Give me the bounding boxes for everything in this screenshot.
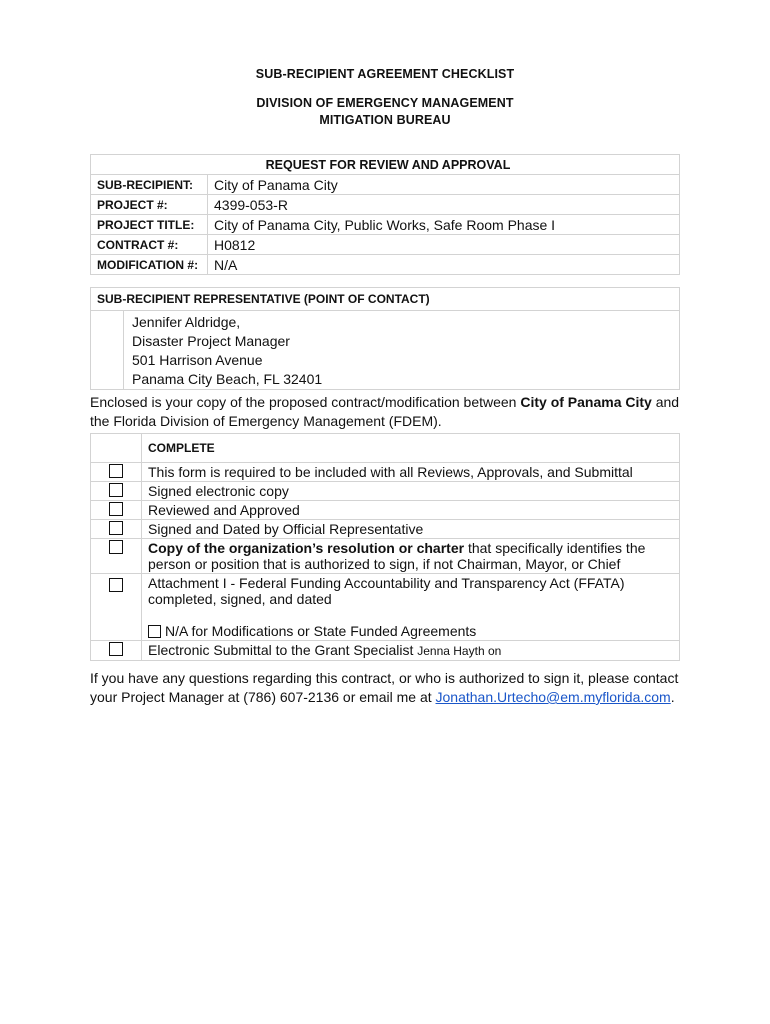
review-table — [90, 154, 680, 275]
checkbox-electronic-submittal[interactable] — [109, 642, 123, 656]
checklist-item: This form is required to be included with all Reviews, Approvals, and Submittal — [142, 463, 680, 482]
checkbox-reviewed-approved[interactable] — [109, 502, 123, 516]
project-title-label: PROJECT TITLE: — [91, 215, 208, 235]
contract-number-label: CONTRACT #: — [91, 235, 208, 255]
footer-paragraph: If you have any questions regarding this contract, or who is authorized to sign it, please contact your Project Manager at (786) 607-2136 or email me at Jonathan.Urtecho@em.myflorida.com. — [90, 670, 679, 705]
checklist-table — [90, 433, 680, 661]
table-row — [91, 235, 680, 255]
contact-position: Disaster Project Manager — [132, 333, 290, 349]
checkbox-form-required[interactable] — [109, 464, 123, 478]
checklist-item: Reviewed and Approved — [142, 501, 680, 520]
party-name: City of Panama City — [520, 394, 652, 410]
bureau-name: MITIGATION BUREAU — [319, 113, 451, 127]
sub-recipient-label: SUB-RECIPIENT: — [91, 175, 208, 195]
checklist-item: Electronic Submittal to the Grant Specialist Jenna Hayth on — [142, 641, 680, 661]
contact-address — [124, 311, 680, 390]
table-row — [91, 255, 680, 275]
checklist-item: Signed and Dated by Official Representative — [142, 520, 680, 539]
modification-number-value: N/A — [208, 255, 680, 275]
project-title-value: City of Panama City, Public Works, Safe Room Phase I — [208, 215, 680, 235]
table-row — [91, 215, 680, 235]
table-row — [91, 641, 680, 661]
checklist-item: Signed electronic copy — [142, 482, 680, 501]
blank-cell — [91, 434, 142, 463]
blank-cell — [91, 311, 124, 390]
checklist-item: Attachment I - Federal Funding Accountability and Transparency Act (FFATA) completed, signed, and dated N/A for Modifications or State Funded Agreements — [142, 574, 680, 641]
contact-name: Jennifer Aldridge, — [132, 314, 241, 330]
project-number-label: PROJECT #: — [91, 195, 208, 215]
checkbox-ffata[interactable] — [109, 578, 123, 592]
checklist-item: Copy of the organization’s resolution or charter that specifically identifies the person or position that is authorized to sign, if not Chairman, Mayor, or Chief — [142, 539, 680, 574]
representative-title: SUB-RECIPIENT REPRESENTATIVE (POINT OF CONTACT) — [91, 288, 680, 311]
table-row — [91, 195, 680, 215]
sub-recipient-value: City of Panama City — [208, 175, 680, 195]
checkbox-signed-electronic-copy[interactable] — [109, 483, 123, 497]
review-table-title: REQUEST FOR REVIEW AND APPROVAL — [91, 155, 680, 175]
document-title: SUB-RECIPIENT AGREEMENT CHECKLIST — [255, 67, 515, 81]
representative-table — [90, 287, 680, 390]
project-number-value: 4399-053-R — [208, 195, 680, 215]
checkbox-signed-dated[interactable] — [109, 521, 123, 535]
contract-number-value: H0812 — [208, 235, 680, 255]
email-link[interactable]: Jonathan.Urtecho@em.myflorida.com — [435, 689, 671, 705]
table-row — [91, 501, 680, 520]
contact-street: 501 Harrison Avenue — [132, 352, 263, 368]
contact-city: Panama City Beach, FL 32401 — [132, 371, 323, 387]
table-row — [91, 463, 680, 482]
checklist-header: COMPLETE — [142, 434, 680, 463]
modification-number-label: MODIFICATION #: — [91, 255, 208, 275]
checkbox-na-modifications[interactable] — [148, 625, 161, 638]
table-row — [91, 482, 680, 501]
division-name: DIVISION OF EMERGENCY MANAGEMENT — [256, 96, 514, 110]
checkbox-resolution-charter[interactable] — [109, 540, 123, 554]
table-row — [91, 539, 680, 574]
enclosed-paragraph: Enclosed is your copy of the proposed contract/modification between City of Panama City and the Florida Division of Emergency Management (FDEM). — [90, 394, 680, 429]
table-row — [91, 520, 680, 539]
table-row — [91, 574, 680, 641]
table-row — [91, 175, 680, 195]
